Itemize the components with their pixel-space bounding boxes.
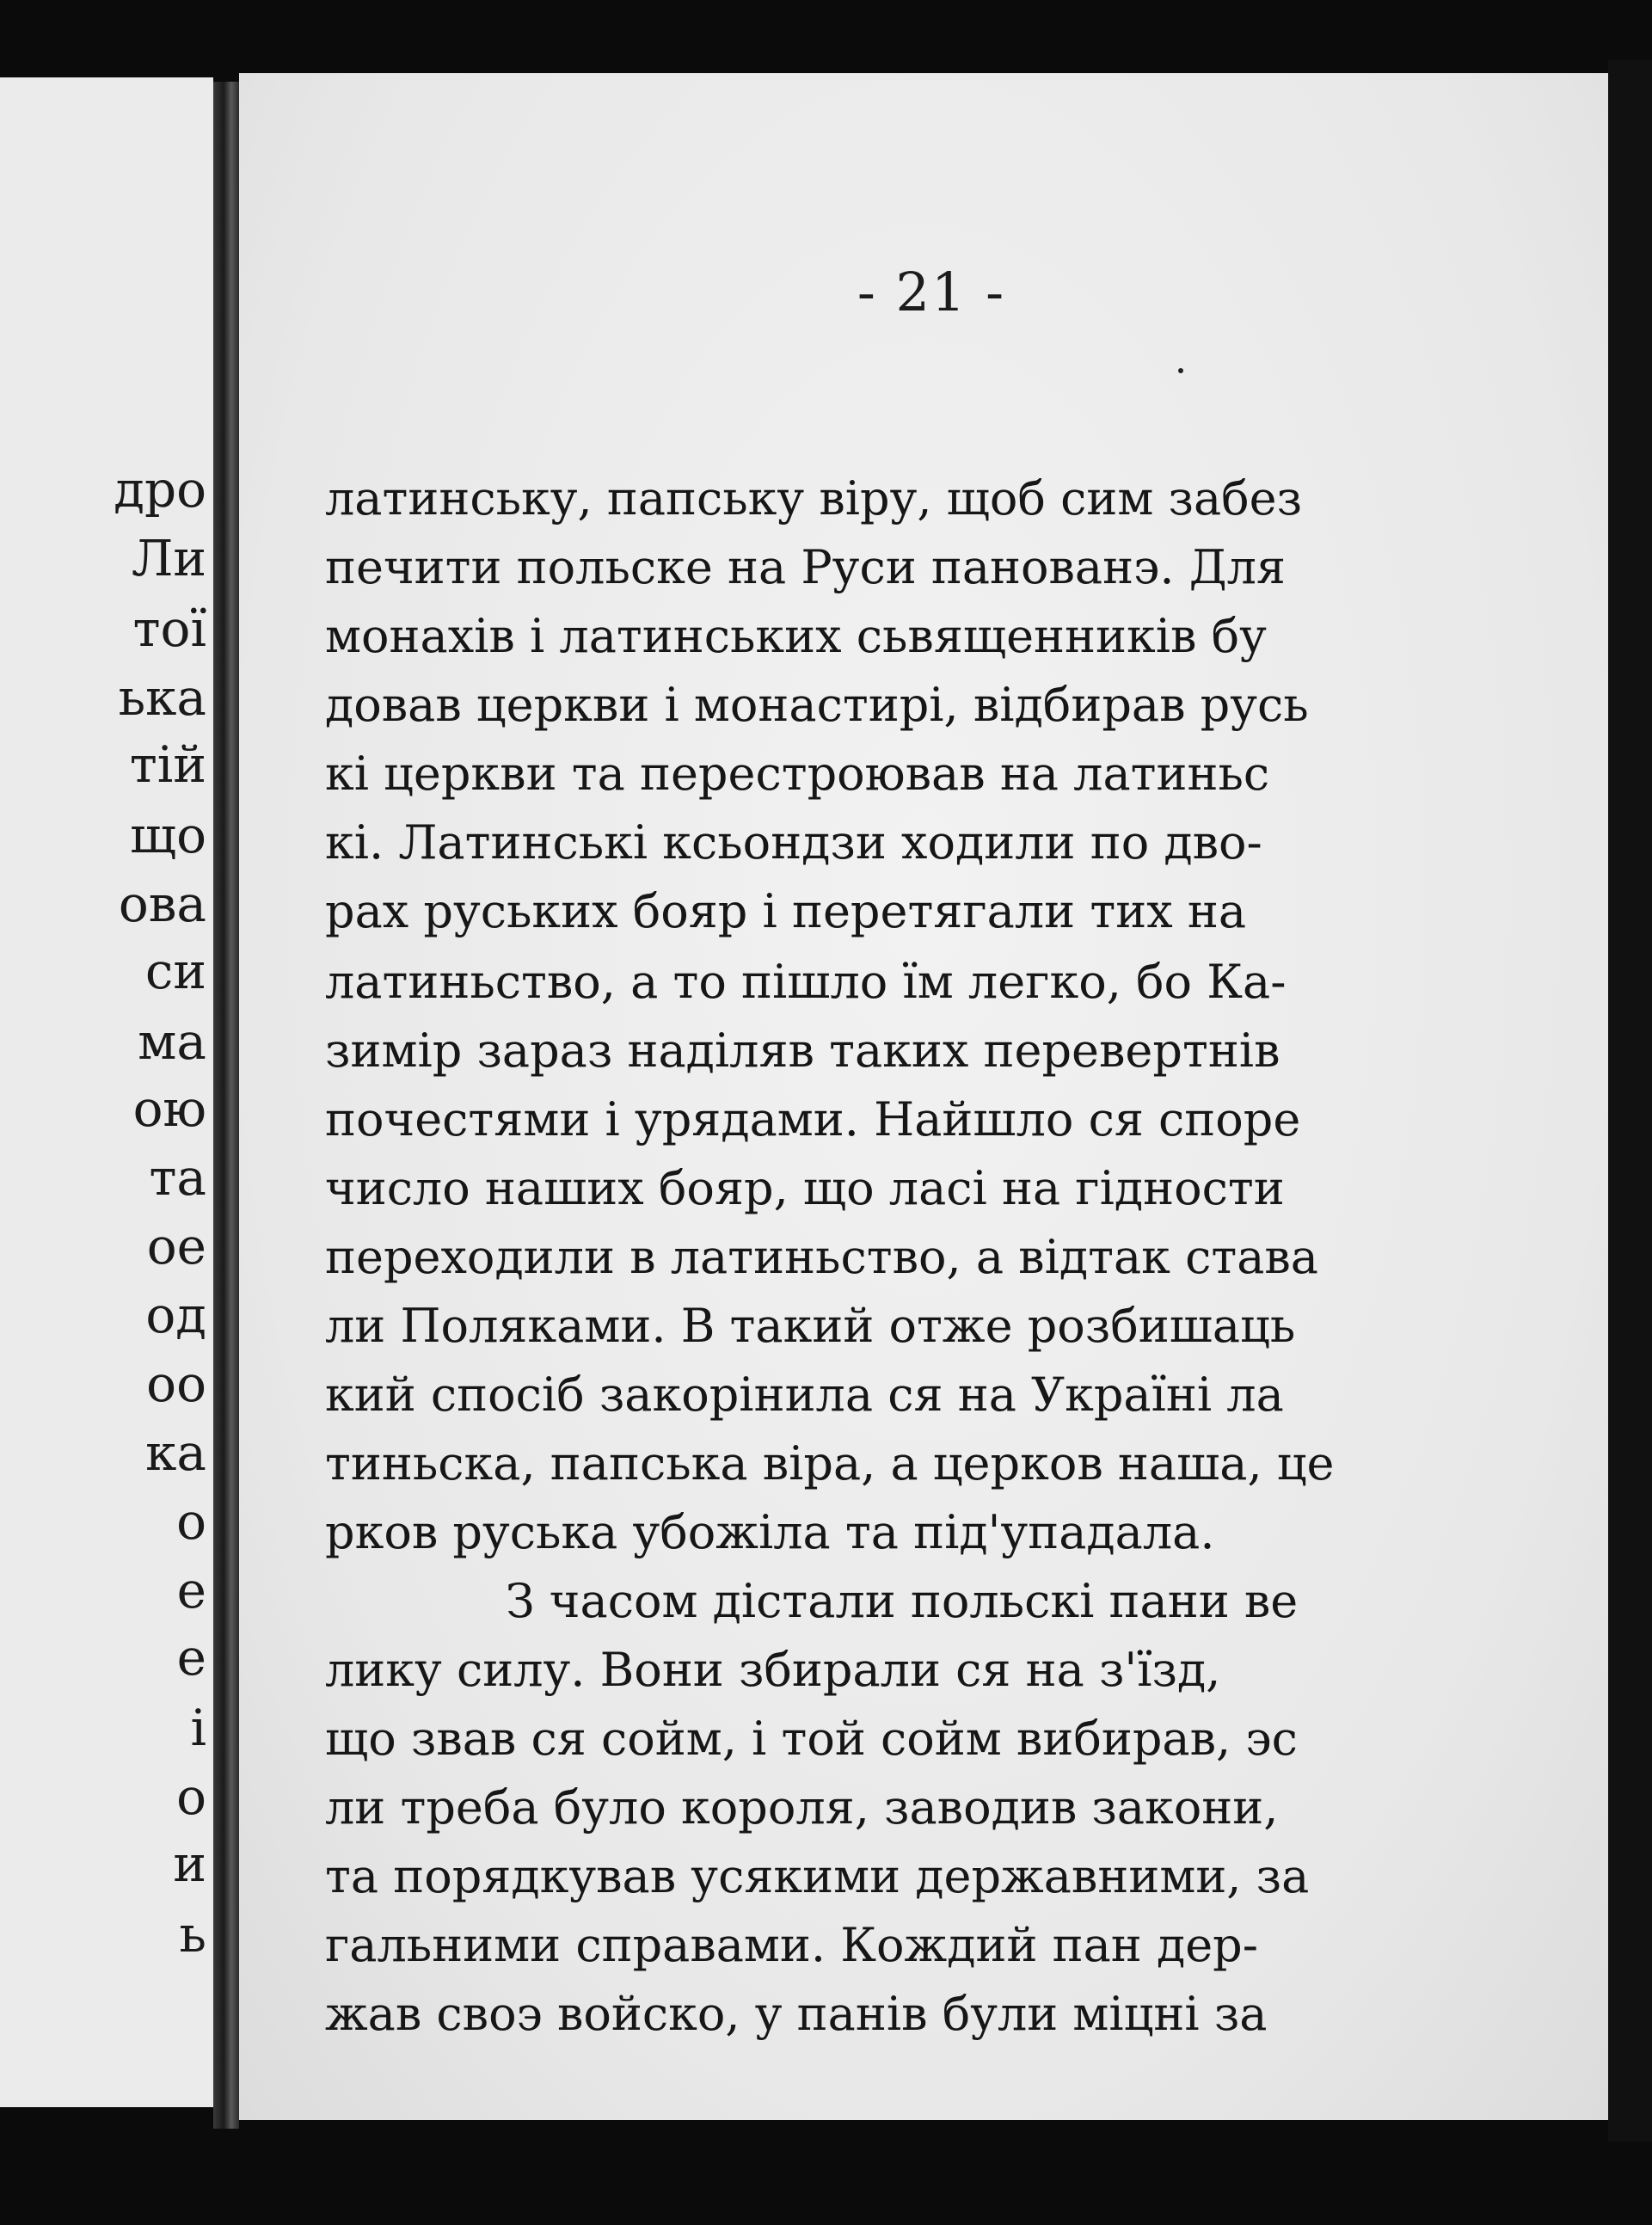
body-text-line: рах руських бояр і перетягали тих на (325, 884, 1247, 938)
body-text-line: латинську, папську віру, щоб сим забез (325, 471, 1303, 526)
body-text-line: монахів і латинських сьвященників бу (325, 609, 1267, 663)
left-page-fragment: ова (118, 875, 206, 933)
left-page-fragment: и (173, 1835, 206, 1893)
body-text-line: кий спосіб закорінила ся на Україні ла (325, 1368, 1284, 1422)
left-page-fragment: о (176, 1767, 206, 1826)
body-text-line: жав своэ войско, у панів були міцні за (325, 1987, 1268, 2041)
left-page-fragment: оо (146, 1355, 206, 1413)
body-text-line: ли треба було короля, заводив закони, (325, 1780, 1279, 1835)
body-text-line: та порядкував усякими державними, за (325, 1849, 1310, 1903)
body-text-line: що звав ся сойм, і той сойм вибирав, эс (325, 1712, 1298, 1766)
left-page-fragment: та (149, 1148, 206, 1207)
body-text-line: ли Поляками. В такий отже розбишаць (325, 1299, 1296, 1353)
left-page-fragment: о (176, 1492, 206, 1551)
left-facing-page (0, 77, 213, 2107)
left-page-fragment: ка (145, 1423, 206, 1482)
left-page-fragment: си (144, 942, 206, 1000)
body-text-line: лику силу. Вони збирали ся на з'їзд, (325, 1643, 1221, 1697)
left-page-fragment: ое (146, 1217, 206, 1275)
body-text-line: число наших бояр, що ласі на гідности (325, 1161, 1285, 1215)
body-text-line: печити польске на Руси панованэ. Для (325, 540, 1286, 594)
scan-border (1608, 60, 1652, 2142)
left-page-fragment: од (145, 1286, 206, 1344)
body-text-line: З часом дістали польскі пани ве (506, 1574, 1299, 1628)
page-number: - 21 - (857, 261, 1006, 323)
book-gutter (213, 82, 239, 2129)
left-page-fragment: е (176, 1628, 206, 1687)
left-page-fragment: ою (132, 1079, 206, 1138)
left-page-fragment: тої (132, 599, 206, 658)
body-text-line: кі. Латинські ксьондзи ходили по дво- (325, 815, 1262, 870)
left-page-fragment: що (130, 806, 206, 864)
left-page-fragment: Ли (131, 529, 206, 587)
left-page-fragment: е (176, 1561, 206, 1620)
ink-speck (1178, 368, 1183, 373)
left-page-fragment: тій (129, 735, 206, 794)
left-page-fragment: ь (179, 1905, 206, 1964)
body-text-line: латиньство, а то пішло їм легко, бо Ка- (325, 955, 1287, 1009)
body-text-line: почестями і урядами. Найшло ся споре (325, 1092, 1301, 1146)
body-text-line: рков руська убожіла та під'упадала. (325, 1505, 1215, 1559)
body-text-line: довав церкви і монастирі, відбирав русь (325, 678, 1309, 732)
body-text-line: гальними справами. Кождий пан дер- (325, 1918, 1258, 1972)
left-page-fragment: і (190, 1699, 206, 1757)
left-page-fragment: ма (138, 1012, 206, 1071)
left-page-fragment: дро (114, 460, 206, 519)
body-text-line: переходили в латиньство, а відтак става (325, 1230, 1318, 1284)
body-text-line: тиньска, папська віра, а церков наша, це (325, 1436, 1335, 1491)
right-page (239, 73, 1608, 2120)
left-page-fragment: ька (118, 668, 206, 727)
body-text-line: кі церкви та перестроював на латиньс (325, 747, 1270, 801)
body-text-line: зимір зараз наділяв таких перевертнів (325, 1023, 1280, 1078)
